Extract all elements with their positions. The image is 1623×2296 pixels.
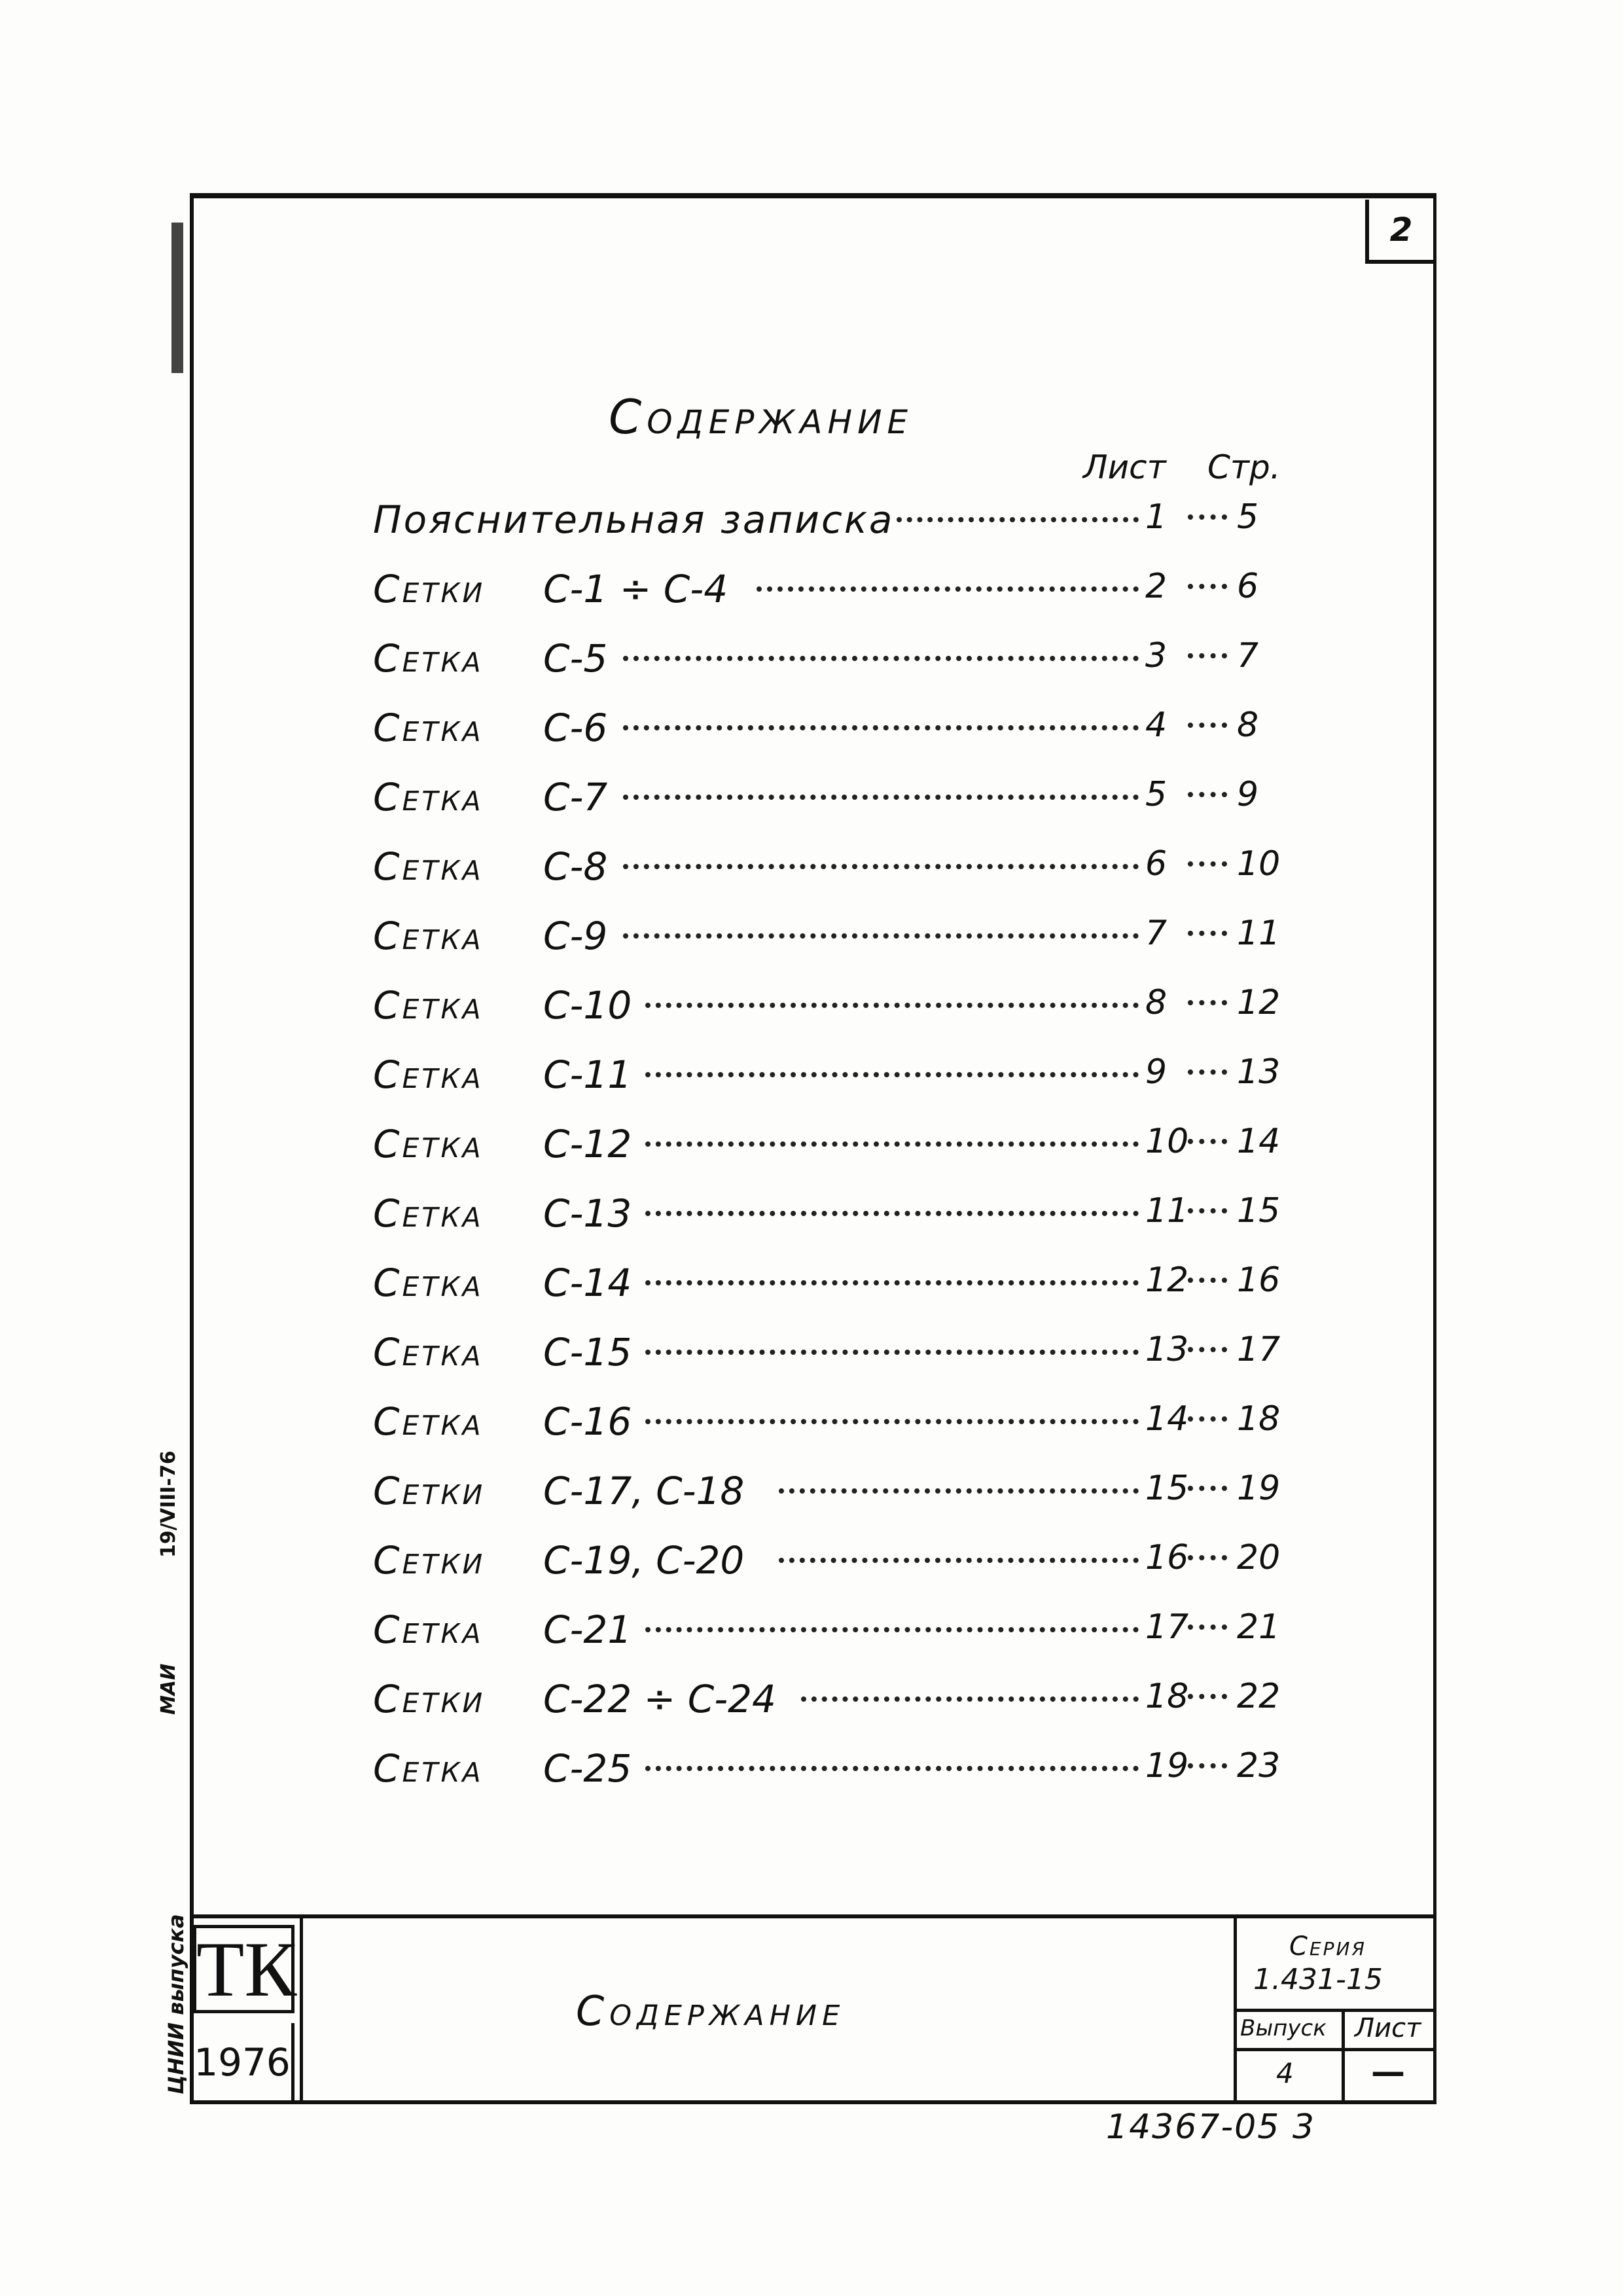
toc-sheet-number: 18 [1145, 1677, 1189, 1716]
toc-kind: Сетка [373, 1607, 484, 1652]
issue-value: 4 [1276, 2057, 1294, 2089]
toc-row [373, 554, 1289, 623]
toc-kind: Сетка [373, 1330, 484, 1374]
toc-leader-dots [623, 792, 1139, 800]
toc-kind: Сетка [373, 914, 484, 958]
toc-kind: Сетка [373, 1191, 484, 1236]
toc-row [373, 762, 1289, 831]
toc-row [373, 1039, 1289, 1109]
side-stamp-issuer: ЦНИИ выпуска [164, 1914, 188, 2094]
toc-item-name: С-9 [543, 914, 608, 958]
toc-leader-dots [1188, 1763, 1227, 1768]
toc-row [373, 1178, 1289, 1247]
toc-sheet-number: 2 [1145, 567, 1168, 606]
toc-sheet-number: 5 [1145, 775, 1168, 814]
toc-row [373, 1594, 1289, 1664]
toc-leader-dots [645, 1000, 1139, 1008]
title-block-divider [300, 1918, 303, 2104]
toc-page-number: 7 [1237, 636, 1259, 675]
toc-leader-dots [897, 514, 1139, 522]
toc-page-number: 10 [1237, 844, 1281, 884]
toc-item-name: С-10 [543, 983, 632, 1028]
binding-edge-mark [171, 223, 183, 373]
toc-sheet-number: 8 [1145, 983, 1168, 1022]
toc-kind: Сетка [373, 844, 484, 889]
toc-page-number: 17 [1237, 1330, 1281, 1369]
toc-sheet-number: 19 [1145, 1746, 1189, 1785]
toc-sheet-number: 16 [1145, 1538, 1189, 1577]
toc-sheet-number: 10 [1145, 1122, 1189, 1161]
document-number: 14367-05 3 [1106, 2108, 1315, 2147]
toc-item-name: С-22 ÷ С-24 [543, 1677, 776, 1721]
toc-item-name: С-11 [543, 1052, 632, 1097]
toc-row [373, 970, 1289, 1039]
toc-kind: Сетка [373, 706, 484, 750]
toc-row [373, 1317, 1289, 1386]
toc-leader-dots [1188, 1069, 1227, 1075]
toc-kind: Пояснительная записка [373, 497, 895, 542]
toc-leader-dots [645, 1416, 1139, 1424]
toc-kind: Сетка [373, 775, 484, 819]
toc-item-name: С-16 [543, 1399, 632, 1444]
toc-sheet-number: 12 [1145, 1261, 1189, 1300]
sheet-label: Лист [1355, 2013, 1421, 2043]
toc-kind: Сетки [373, 1469, 486, 1513]
side-stamp-date: 19/VIII-76 [157, 1450, 180, 1558]
side-stamp-org: МАИ [157, 1663, 180, 1715]
toc-item-name: С-21 [543, 1607, 632, 1652]
toc-page-number: 19 [1237, 1469, 1281, 1508]
toc-kind: Сетки [373, 1677, 486, 1721]
toc-page-number: 11 [1237, 914, 1281, 953]
toc-page-number: 23 [1237, 1746, 1281, 1785]
toc-leader-dots [645, 1763, 1139, 1771]
toc-kind: Сетка [373, 1052, 484, 1097]
toc-leader-dots [1188, 1416, 1227, 1422]
page-number-box [1365, 200, 1433, 264]
toc-leader-dots [1188, 723, 1227, 728]
toc-sheet-number: 17 [1145, 1607, 1189, 1647]
title-block-rule [1237, 2009, 1433, 2012]
toc-kind: Сетка [373, 1122, 484, 1166]
toc-leader-dots [1188, 1139, 1227, 1144]
toc-leader-dots [779, 1555, 1139, 1563]
toc-sheet-number: 15 [1145, 1469, 1189, 1508]
toc-leader-dots [1188, 514, 1227, 520]
title-block-info [1234, 1918, 1433, 2104]
toc-leader-dots [1188, 1208, 1227, 1213]
title-block-year: 1976 [193, 2023, 294, 2102]
toc-page-number: 13 [1237, 1052, 1281, 1092]
toc-leader-dots [779, 1486, 1139, 1494]
series-value: 1.431-15 [1253, 1963, 1383, 1996]
toc-page-number: 6 [1237, 567, 1259, 606]
toc-leader-dots [1188, 1555, 1227, 1560]
toc-page-number: 12 [1237, 983, 1281, 1022]
toc-row [373, 692, 1289, 762]
tk-logo: ТК [193, 1925, 294, 2013]
title-block-rule [1342, 2009, 1345, 2104]
toc-leader-dots [623, 723, 1139, 730]
toc-sheet-number: 14 [1145, 1399, 1189, 1439]
toc-kind: Сетка [373, 1746, 484, 1791]
toc-sheet-number: 9 [1145, 1052, 1168, 1092]
toc-leader-dots [1188, 1624, 1227, 1630]
toc-item-name: С-13 [543, 1191, 632, 1236]
toc-row [373, 1525, 1289, 1594]
toc-page-number: 20 [1237, 1538, 1281, 1577]
toc-sheet-number: 4 [1145, 706, 1168, 745]
toc-leader-dots [801, 1694, 1139, 1702]
toc-leader-dots [1188, 584, 1227, 589]
toc-leader-dots [623, 931, 1139, 939]
toc-item-name: С-6 [543, 706, 608, 750]
toc-item-name: С-8 [543, 844, 608, 889]
toc-item-name: С-12 [543, 1122, 632, 1166]
toc-leader-dots [645, 1208, 1139, 1216]
toc-kind: Сетка [373, 1261, 484, 1305]
toc-item-name: С-5 [543, 636, 608, 681]
toc-row [373, 1664, 1289, 1733]
toc-item-name: С-25 [543, 1746, 632, 1791]
toc-page-number: 15 [1237, 1191, 1281, 1230]
series-label: Серия [1289, 1931, 1366, 1962]
toc-leader-dots [1188, 931, 1227, 936]
toc-row [373, 1456, 1289, 1525]
toc-row [373, 1247, 1289, 1317]
sheet-value: — [1371, 2053, 1405, 2092]
toc-page-number: 5 [1237, 497, 1259, 537]
toc-row [373, 901, 1289, 970]
toc-page-number: 8 [1237, 706, 1259, 745]
toc-page-number: 22 [1237, 1677, 1281, 1716]
toc-row [373, 623, 1289, 692]
column-header-sheet: Лист [1083, 448, 1166, 486]
toc-sheet-number: 6 [1145, 844, 1168, 884]
toc-sheet-number: 11 [1145, 1191, 1189, 1230]
toc-page-number: 16 [1237, 1261, 1281, 1300]
toc-leader-dots [757, 584, 1139, 592]
toc-item-name: С-17, С-18 [543, 1469, 745, 1513]
toc-item-name: С-15 [543, 1330, 632, 1374]
toc-leader-dots [1188, 1694, 1227, 1699]
toc-sheet-number: 7 [1145, 914, 1168, 953]
toc-item-name: С-14 [543, 1261, 632, 1305]
toc-sheet-number: 1 [1145, 497, 1168, 537]
toc-leader-dots [1188, 653, 1227, 658]
toc-kind: Сетка [373, 983, 484, 1028]
toc-page-number: 14 [1237, 1122, 1281, 1161]
page-title: Содержание [609, 389, 914, 444]
toc-item-name: С-1 ÷ С-4 [543, 567, 728, 611]
toc-leader-dots [623, 653, 1139, 661]
toc-leader-dots [1188, 1347, 1227, 1352]
toc-sheet-number: 3 [1145, 636, 1168, 675]
toc-item-name: С-7 [543, 775, 608, 819]
toc-leader-dots [645, 1139, 1139, 1147]
toc-kind: Сетки [373, 567, 486, 611]
toc-row [373, 831, 1289, 901]
toc-leader-dots [645, 1624, 1139, 1632]
title-block [190, 1914, 1436, 2104]
table-of-contents [373, 484, 1289, 1803]
toc-row [373, 484, 1289, 554]
toc-leader-dots [645, 1347, 1139, 1355]
side-stamp [157, 1806, 196, 2108]
toc-leader-dots [1188, 792, 1227, 797]
toc-leader-dots [1188, 1486, 1227, 1491]
toc-leader-dots [623, 861, 1139, 869]
toc-page-number: 21 [1237, 1607, 1281, 1647]
toc-sheet-number: 13 [1145, 1330, 1189, 1369]
column-header-page: Стр. [1207, 448, 1281, 486]
title-block-title: Содержание [576, 1987, 846, 2035]
toc-page-number: 18 [1237, 1399, 1281, 1439]
issue-label: Выпуск [1240, 2015, 1327, 2041]
toc-leader-dots [1188, 861, 1227, 867]
toc-kind: Сетка [373, 1399, 484, 1444]
toc-leader-dots [1188, 1278, 1227, 1283]
toc-leader-dots [1188, 1000, 1227, 1005]
toc-leader-dots [645, 1278, 1139, 1285]
toc-row [373, 1386, 1289, 1456]
title-block-rule [1237, 2048, 1433, 2051]
toc-row [373, 1733, 1289, 1803]
toc-leader-dots [645, 1069, 1139, 1077]
toc-row [373, 1109, 1289, 1178]
toc-page-number: 9 [1237, 775, 1259, 814]
toc-kind: Сетка [373, 636, 484, 681]
toc-item-name: С-19, С-20 [543, 1538, 745, 1583]
toc-kind: Сетки [373, 1538, 486, 1583]
page-number: 2 [1389, 211, 1413, 249]
